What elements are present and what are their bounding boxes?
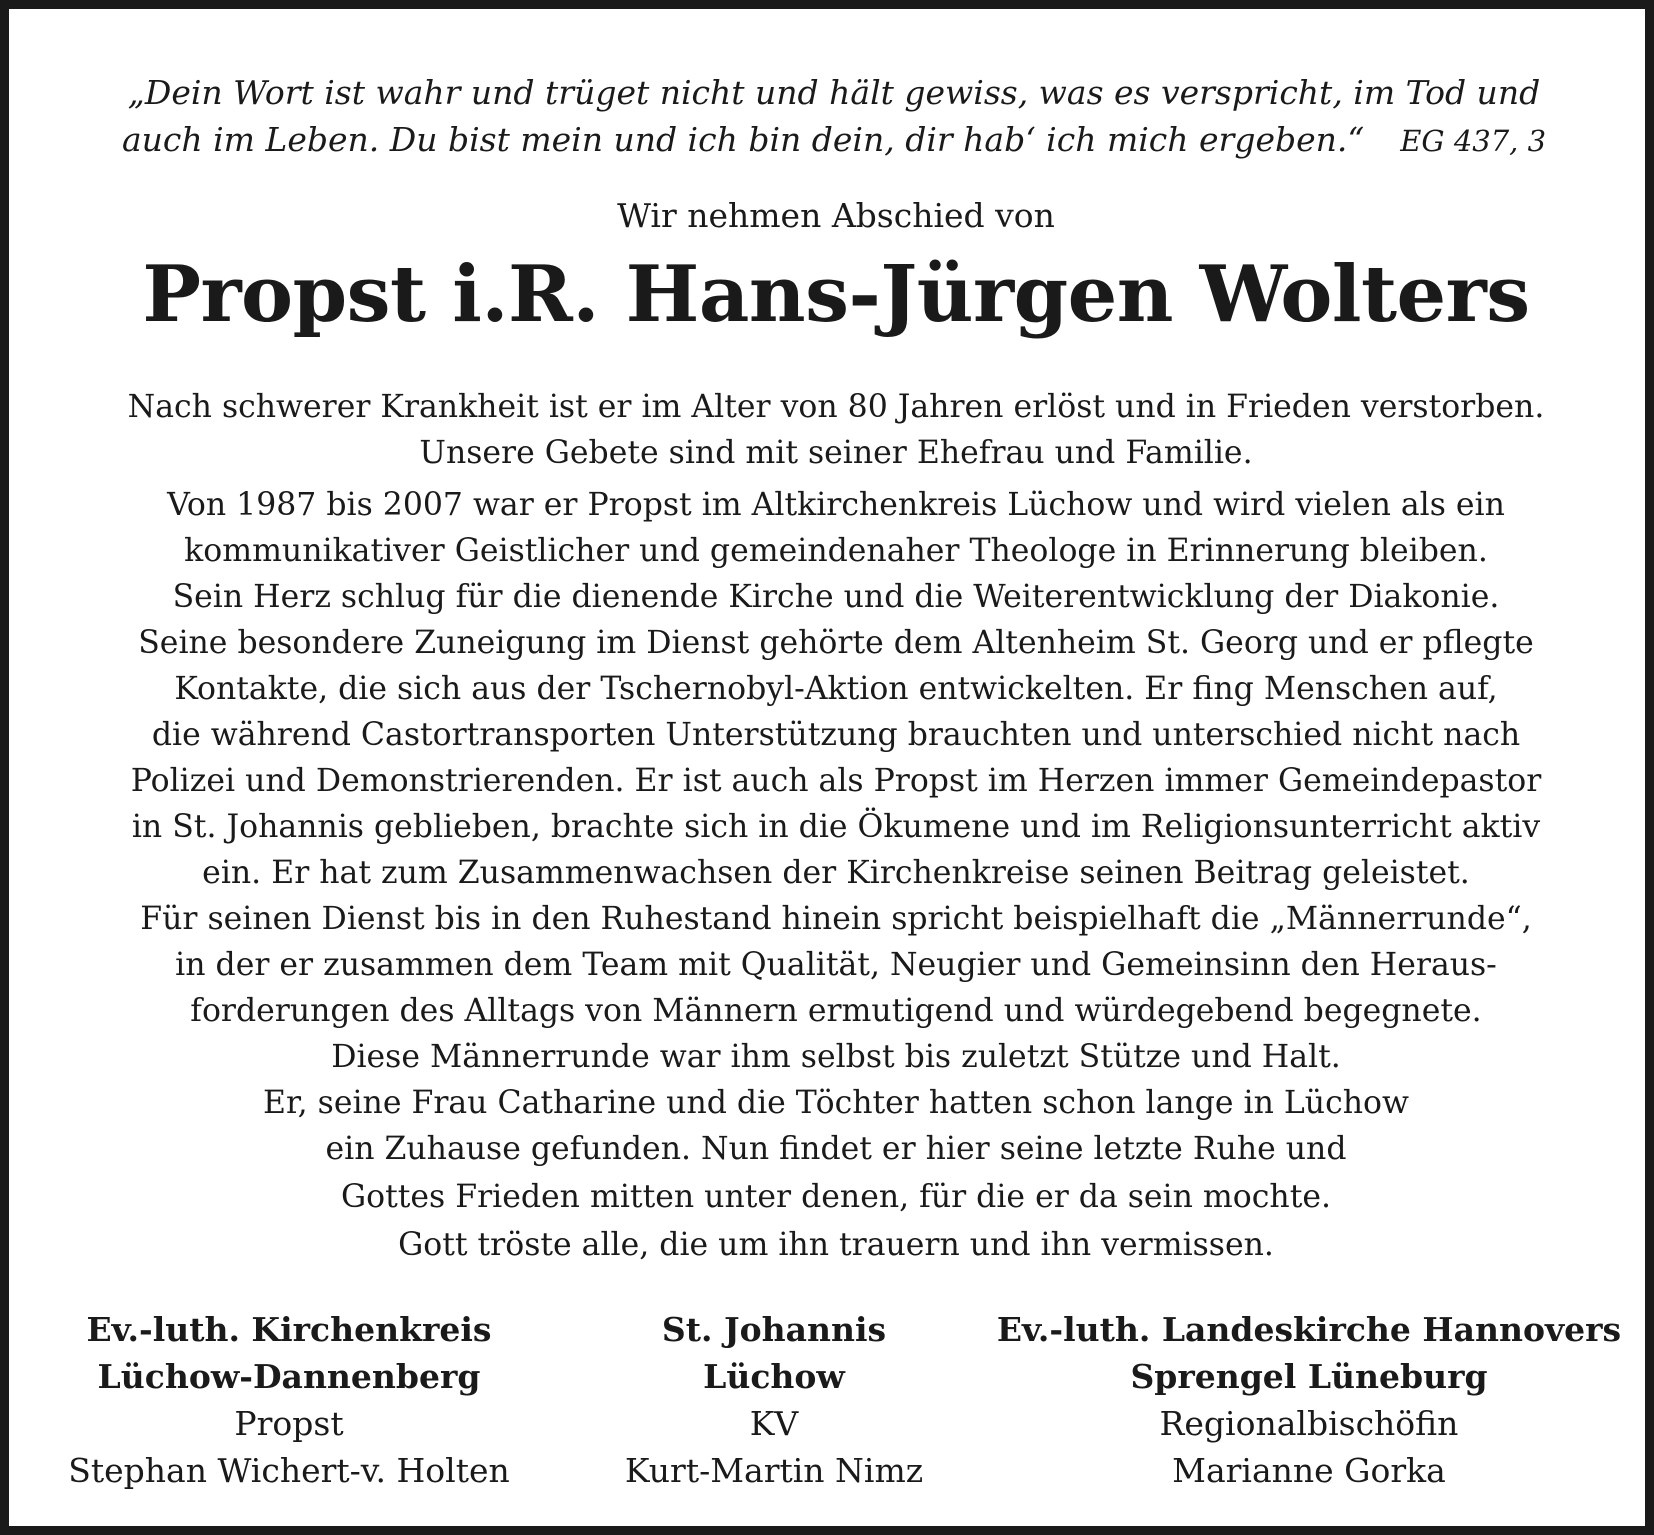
deceased-name: Propst i.R. Hans-Jürgen Wolters <box>142 249 1530 340</box>
hymn-reference: EG 437, 3 <box>1400 124 1547 158</box>
body-line: ein. Er hat zum Zusammenwachsen der Kirchenkreise seinen Beitrag geleistet. <box>202 855 1470 891</box>
signatories <box>9 1306 1654 1506</box>
signatory-person: Kurt-Martin Nimz <box>624 1451 924 1490</box>
body-line: Kontakte, die sich aus der Tschernobyl-Aktion entwickelten. Er fing Menschen auf, <box>174 671 1498 707</box>
signatory-landeskirche <box>984 1306 1634 1494</box>
signatory-kirchenkreis <box>49 1306 529 1494</box>
signatory-org-line-2: Lüchow-Dannenberg <box>97 1357 481 1396</box>
body-line: kommunikativer Geistlicher und gemeindenaher Theologe in Erinnerung bleiben. <box>184 533 1488 569</box>
body-line: Diese Männerrunde war ihm selbst bis zuletzt Stütze und Halt. <box>331 1039 1341 1075</box>
body-line: Sein Herz schlug für die dienende Kirche und die Weiterentwicklung der Diakonie. <box>172 579 1500 615</box>
body-line: Nach schwerer Krankheit ist er im Alter von 80 Jahren erlöst und in Frieden verstorben. <box>127 389 1545 425</box>
body-line: Gottes Frieden mitten unter denen, für die er da sein mochte. <box>340 1179 1332 1215</box>
intro-text: Wir nehmen Abschied von <box>617 196 1055 235</box>
body-line: Für seinen Dienst bis in den Ruhestand hinein spricht beispielhaft die „Männerrunde“, <box>140 901 1532 937</box>
body-line: ein Zuhause gefunden. Nun findet er hier seine letzte Ruhe und <box>325 1131 1347 1167</box>
signatory-role: Propst <box>234 1404 344 1443</box>
body-line: Unsere Gebete sind mit seiner Ehefrau und Familie. <box>419 435 1253 471</box>
obituary-body <box>39 384 1633 1268</box>
signatory-org-line-1: Ev.-luth. Kirchenkreis <box>86 1310 492 1349</box>
signatory-org-line-2: Sprengel Lüneburg <box>1130 1357 1488 1396</box>
body-line: Er, seine Frau Catharine und die Töchter hatten schon lange in Lüchow <box>263 1085 1409 1121</box>
body-line: die während Castortransporten Unterstützung brauchten und unterschied nicht nach <box>151 717 1521 753</box>
body-line: Gott tröste alle, die um ihn trauern und ihn vermissen. <box>398 1227 1274 1263</box>
body-line: Polizei und Demonstrierenden. Er ist auch als Propst im Herzen immer Gemeindepastor <box>130 763 1542 799</box>
signatory-org-line-1: Ev.-luth. Landeskirche Hannovers <box>996 1310 1622 1349</box>
signatory-role: KV <box>749 1404 799 1443</box>
quote-line-1: „Dein Wort ist wahr und trüget nicht und hält gewiss, was es verspricht, im Tod und <box>127 73 1541 112</box>
body-line: forderungen des Alltags von Männern ermutigend und würdegebend begegnete. <box>190 993 1482 1029</box>
body-line: in St. Johannis geblieben, brachte sich in die Ökumene und im Religionsunterricht aktiv <box>131 809 1541 845</box>
signatory-person: Marianne Gorka <box>1172 1451 1446 1490</box>
body-line: Seine besondere Zuneigung im Dienst gehörte dem Altenheim St. Georg und er pflegte <box>138 625 1534 661</box>
signatory-role: Regionalbischöfin <box>1159 1404 1459 1443</box>
body-line: in der er zusammen dem Team mit Qualität, Neugier und Gemeinsinn den Heraus- <box>175 947 1497 983</box>
signatory-person: Stephan Wichert-v. Holten <box>68 1451 510 1490</box>
signatory-org-line-1: St. Johannis <box>661 1310 887 1349</box>
hymn-quote <box>99 69 1569 165</box>
body-line: Von 1987 bis 2007 war er Propst im Altkirchenkreis Lüchow und wird vielen als ein <box>167 487 1505 523</box>
quote-line-2-text: auch im Leben. Du bist mein und ich bin dein, dir hab‘ ich mich ergeben.“ <box>121 120 1365 159</box>
signatory-org-line-2: Lüchow <box>703 1357 845 1396</box>
quote-line-2 <box>99 116 1569 165</box>
signatory-st-johannis <box>554 1306 994 1494</box>
